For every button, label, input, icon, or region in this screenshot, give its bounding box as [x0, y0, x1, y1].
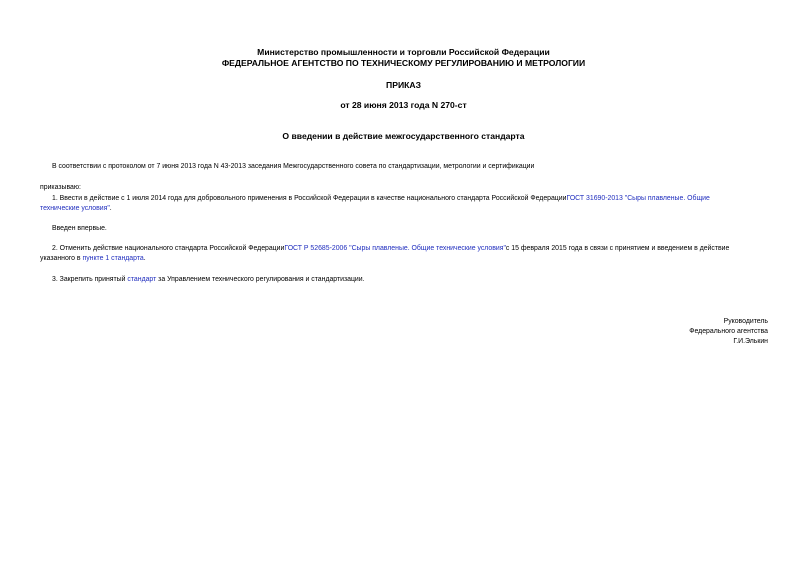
order-title: О введении в действие межгосударственного стандарта	[282, 131, 525, 141]
gost-31690-link[interactable]	[566, 195, 709, 202]
introduced-note: Введен впервые.	[52, 225, 107, 232]
item-3-post: за Управлением технического регулирования и стандартизации.	[156, 276, 365, 283]
item-1-text: 1. Ввести в действие с 1 июля 2014 года для добровольного применения в Российской Федерации в качестве национального стандарта Российской Федерации	[52, 195, 567, 202]
doc-type-heading: ПРИКАЗ	[386, 80, 421, 90]
item-1	[52, 194, 772, 204]
gost-31690-link-cont[interactable]	[40, 205, 110, 212]
gost-r-52685-link[interactable]: ГОСТ Р 52685-2006 "Сыры плавленые. Общие технические условия"	[284, 245, 506, 252]
signature-name: Г.И.Элькин	[733, 338, 768, 345]
clause-1-link[interactable]: пункте 1 стандарта	[82, 254, 144, 262]
gost-31690-link-b: технические условия"	[40, 204, 110, 212]
signature-position: Руководитель	[723, 318, 768, 325]
item-2-tail-c: .	[143, 254, 146, 262]
item-3-pre: 3. Закрепить принятый	[52, 276, 128, 283]
item-2-tail: с 15 февраля 2015 года в связи с принятием и введением в действие	[505, 245, 730, 252]
item-3	[52, 275, 365, 285]
item-1-tail: .	[109, 204, 112, 212]
agency-title: ФЕДЕРАЛЬНОЕ АГЕНТСТВО ПО ТЕХНИЧЕСКОМУ РЕГУЛИРОВАНИЮ И МЕТРОЛОГИИ	[221, 58, 586, 68]
item-2-cont	[40, 254, 146, 264]
order-word: приказываю:	[40, 184, 81, 191]
item-2-text: 2. Отменить действие национального стандарта Российской Федерации	[52, 245, 285, 252]
signature-agency: Федерального агентства	[689, 328, 768, 335]
standard-link[interactable]: стандарт	[127, 276, 157, 283]
intro-paragraph: В соответствии с протоколом от 7 июня 2013 года N 43-2013 заседания Межгосударственного совета по стандартизации, метрологии и сертификации	[52, 163, 535, 170]
item-1-cont	[40, 204, 112, 214]
item-2-tail-b: указанного в	[40, 254, 83, 262]
ministry-title: Министерство промышленности и торговли Российской Федерации	[257, 47, 550, 57]
gost-31690-link-a: ГОСТ 31690-2013 "Сыры плавленые. Общие	[566, 195, 710, 202]
order-date-number: от 28 июня 2013 года N 270-ст	[340, 100, 467, 110]
item-2	[52, 244, 782, 254]
